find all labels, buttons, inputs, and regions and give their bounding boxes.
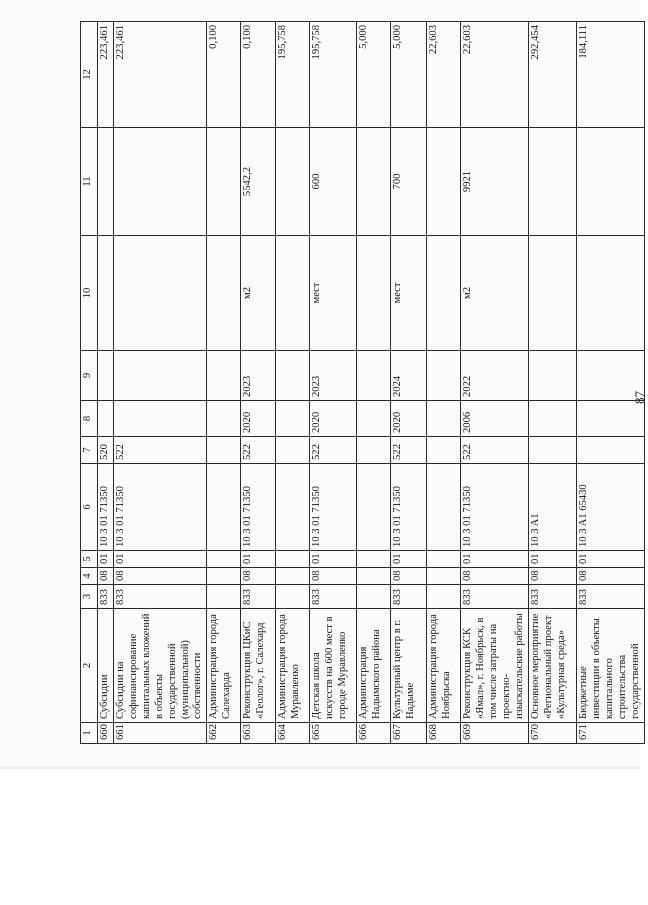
cell-col-10 (276, 236, 310, 351)
cell-col-3: 833 (241, 585, 276, 609)
cell-col-4 (427, 568, 461, 585)
column-header-10: 10 (81, 236, 98, 351)
cell-col-5 (427, 551, 461, 568)
cell-col-9: 2024 (391, 351, 427, 401)
cell-col-1: 670 (528, 723, 576, 744)
cell-col-12: 22,603 (427, 22, 461, 128)
cell-col-11 (113, 128, 206, 236)
cell-col-2: Администрация Надымского района (357, 609, 391, 723)
table-row (461, 22, 529, 744)
cell-col-11 (357, 128, 391, 236)
cell-col-4 (207, 568, 241, 585)
cell-col-4: 08 (113, 568, 206, 585)
cell-col-12: 22,603 (461, 22, 529, 128)
table-row (427, 22, 461, 744)
cell-col-3: 833 (528, 585, 576, 609)
cell-col-12: 195,758 (276, 22, 310, 128)
cell-col-2: Администрация города Салехарда (207, 609, 241, 723)
cell-col-11 (576, 128, 644, 236)
cell-col-10 (427, 236, 461, 351)
cell-col-5: 01 (113, 551, 206, 568)
cell-col-2: Основное мероприятие «Региональный проект «Культурная среда» (528, 609, 576, 723)
cell-col-1: 671 (576, 723, 644, 744)
cell-col-10 (357, 236, 391, 351)
cell-col-7: 522 (391, 437, 427, 464)
cell-col-5 (207, 551, 241, 568)
cell-col-6 (427, 464, 461, 551)
cell-col-12: 0,100 (241, 22, 276, 128)
cell-col-4: 08 (576, 568, 644, 585)
rotated-content (80, 22, 647, 744)
cell-col-7 (276, 437, 310, 464)
column-header-8: 8 (81, 401, 98, 437)
cell-col-6: 10 3 A1 65430 (576, 464, 644, 551)
cell-col-7 (357, 437, 391, 464)
cell-col-12: 184,111 (576, 22, 644, 128)
cell-col-3: 833 (310, 585, 357, 609)
cell-col-6 (357, 464, 391, 551)
table-row (528, 22, 576, 744)
cell-col-6: 10 3 01 71350 (461, 464, 529, 551)
cell-col-9 (528, 351, 576, 401)
cell-col-7: 522 (241, 437, 276, 464)
cell-col-5: 01 (241, 551, 276, 568)
cell-col-11: 600 (310, 128, 357, 236)
cell-col-9 (98, 351, 114, 401)
cell-col-5: 01 (391, 551, 427, 568)
cell-col-1: 662 (207, 723, 241, 744)
table-row (241, 22, 276, 744)
cell-col-9 (357, 351, 391, 401)
column-header-11: 11 (81, 128, 98, 236)
cell-col-6: 10 3 01 71350 (241, 464, 276, 551)
cell-col-10 (576, 236, 644, 351)
cell-col-7: 522 (113, 437, 206, 464)
cell-col-2: Администрация города Ноябрьска (427, 609, 461, 723)
cell-col-5: 01 (461, 551, 529, 568)
cell-col-6: 10 3 01 71350 (113, 464, 206, 551)
cell-col-6: 10 3 01 71350 (310, 464, 357, 551)
cell-col-4: 08 (461, 568, 529, 585)
cell-col-1: 660 (98, 723, 114, 744)
cell-col-8 (113, 401, 206, 437)
cell-col-2: Реконструкция КСК «Ямал», г. Ноябрьск, в том числе затраты на проектно-изыскательские работы (461, 609, 529, 723)
table-row (207, 22, 241, 744)
cell-col-6 (276, 464, 310, 551)
cell-col-11: 5542,2 (241, 128, 276, 236)
cell-col-8 (357, 401, 391, 437)
cell-col-7: 520 (98, 437, 114, 464)
cell-col-9 (113, 351, 206, 401)
column-header-5: 5 (81, 551, 98, 568)
cell-col-1: 666 (357, 723, 391, 744)
cell-col-4: 08 (98, 568, 114, 585)
cell-col-12: 5,000 (391, 22, 427, 128)
cell-col-10 (113, 236, 206, 351)
cell-col-11: 700 (391, 128, 427, 236)
cell-col-6: 10 3 A1 (528, 464, 576, 551)
cell-col-1: 667 (391, 723, 427, 744)
cell-col-8 (576, 401, 644, 437)
table-row (310, 22, 357, 744)
cell-col-2: Субсидии на софинансирование капитальных вложений в объекты государственной (муниципальной) собственности (113, 609, 206, 723)
table-row (357, 22, 391, 744)
cell-col-10: мест (391, 236, 427, 351)
cell-col-3 (427, 585, 461, 609)
cell-col-2: Бюджетные инвестиции в объекты капитального строительства государственной (576, 609, 644, 723)
cell-col-4: 08 (310, 568, 357, 585)
cell-col-3: 833 (576, 585, 644, 609)
cell-col-12: 5,000 (357, 22, 391, 128)
cell-col-11 (427, 128, 461, 236)
cell-col-1: 664 (276, 723, 310, 744)
cell-col-8 (98, 401, 114, 437)
cell-col-8: 2020 (310, 401, 357, 437)
cell-col-2: Детская школа искусств на 600 мест в городе Муравленко (310, 609, 357, 723)
column-header-1: 1 (81, 723, 98, 744)
cell-col-10 (528, 236, 576, 351)
cell-col-5: 01 (98, 551, 114, 568)
cell-col-12: 195,758 (310, 22, 357, 128)
cell-col-3: 833 (461, 585, 529, 609)
cell-col-3 (276, 585, 310, 609)
column-header-12: 12 (81, 22, 98, 128)
cell-col-3 (207, 585, 241, 609)
cell-col-11 (98, 128, 114, 236)
cell-col-1: 661 (113, 723, 206, 744)
cell-col-4: 08 (391, 568, 427, 585)
cell-col-8 (276, 401, 310, 437)
cell-col-3: 833 (98, 585, 114, 609)
cell-col-9: 2022 (461, 351, 529, 401)
cell-col-12: 0,100 (207, 22, 241, 128)
cell-col-10: мест (310, 236, 357, 351)
cell-col-12: 223,461 (113, 22, 206, 128)
cell-col-9: 2023 (241, 351, 276, 401)
cell-col-10: м2 (461, 236, 529, 351)
cell-col-8 (528, 401, 576, 437)
cell-col-1: 663 (241, 723, 276, 744)
cell-col-11 (276, 128, 310, 236)
table-row (113, 22, 206, 744)
cell-col-2: Реконструкция ЦКиС «Геолог», г. Салехард (241, 609, 276, 723)
column-header-2: 2 (81, 609, 98, 723)
cell-col-5: 01 (576, 551, 644, 568)
cell-col-10: м2 (241, 236, 276, 351)
cell-col-6: 10 3 01 71350 (98, 464, 114, 551)
cell-col-5 (276, 551, 310, 568)
cell-col-1: 668 (427, 723, 461, 744)
cell-col-7: 522 (461, 437, 529, 464)
cell-col-2: Культурный центр в г. Надыме (391, 609, 427, 723)
cell-col-7: 522 (310, 437, 357, 464)
table-row (576, 22, 644, 744)
cell-col-5 (357, 551, 391, 568)
column-header-7: 7 (81, 437, 98, 464)
cell-col-7 (528, 437, 576, 464)
cell-col-9 (276, 351, 310, 401)
cell-col-4: 08 (241, 568, 276, 585)
cell-col-9 (427, 351, 461, 401)
cell-col-10 (98, 236, 114, 351)
cell-col-7 (207, 437, 241, 464)
cell-col-12: 292,454 (528, 22, 576, 128)
cell-col-8: 2020 (391, 401, 427, 437)
cell-col-5: 01 (528, 551, 576, 568)
cell-col-8: 2006 (461, 401, 529, 437)
cell-col-8: 2020 (241, 401, 276, 437)
cell-col-3: 833 (113, 585, 206, 609)
cell-col-6 (207, 464, 241, 551)
cell-col-11 (528, 128, 576, 236)
cell-col-2: Субсидии (98, 609, 114, 723)
budget-table (80, 21, 645, 744)
column-header-9: 9 (81, 351, 98, 401)
column-header-3: 3 (81, 585, 98, 609)
cell-col-1: 669 (461, 723, 529, 744)
column-header-6: 6 (81, 464, 98, 551)
cell-col-3: 833 (391, 585, 427, 609)
cell-col-9 (576, 351, 644, 401)
cell-col-3 (357, 585, 391, 609)
column-header-4: 4 (81, 568, 98, 585)
cell-col-6: 10 3 01 71350 (391, 464, 427, 551)
cell-col-1: 665 (310, 723, 357, 744)
page-number: 87 (632, 391, 647, 404)
cell-col-11: 9921 (461, 128, 529, 236)
cell-col-7 (427, 437, 461, 464)
cell-col-4 (276, 568, 310, 585)
table-body (81, 22, 645, 744)
cell-col-11 (207, 128, 241, 236)
cell-col-4 (357, 568, 391, 585)
table-row (391, 22, 427, 744)
cell-col-10 (207, 236, 241, 351)
cell-col-7 (576, 437, 644, 464)
cell-col-8 (207, 401, 241, 437)
header-row (81, 22, 98, 744)
cell-col-12: 223,461 (98, 22, 114, 128)
cell-col-5: 01 (310, 551, 357, 568)
cell-col-4: 08 (528, 568, 576, 585)
table-row (98, 22, 114, 744)
table-row (276, 22, 310, 744)
cell-col-2: Администрация города Муравленко (276, 609, 310, 723)
cell-col-9 (207, 351, 241, 401)
cell-col-9: 2023 (310, 351, 357, 401)
cell-col-8 (427, 401, 461, 437)
